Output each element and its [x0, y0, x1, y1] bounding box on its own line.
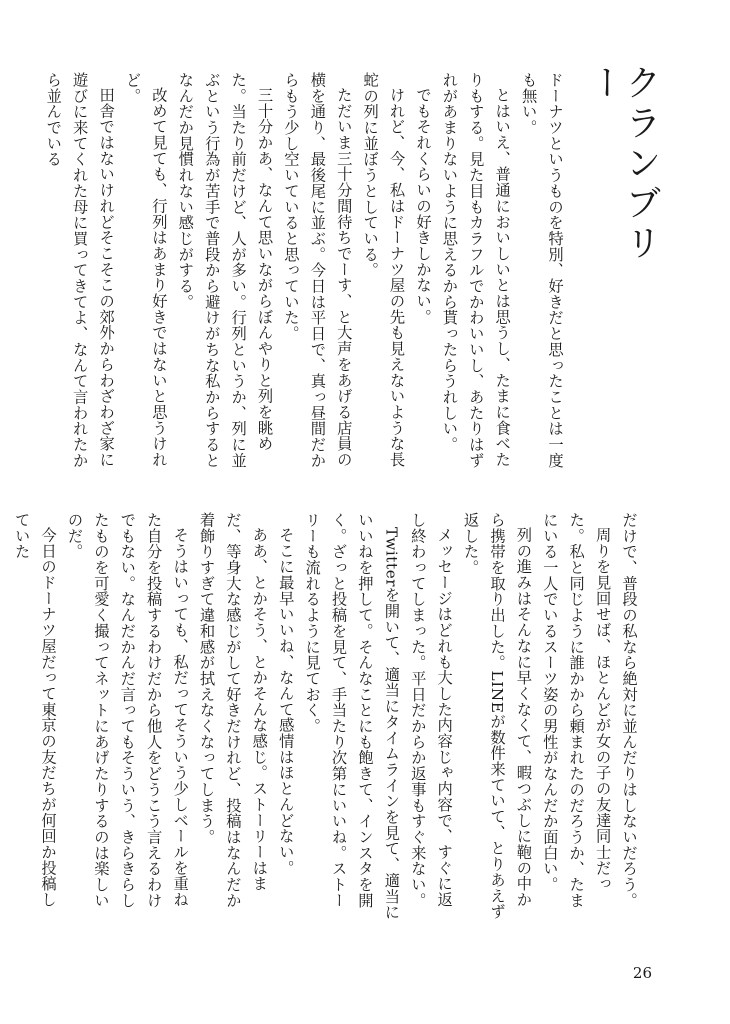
paragraph: ただいま三十分間待ちでーす、と大声をあげる店員の横を通り、最後尾に並ぶ。今日は平日で、真っ昼間だからもう少し空いていると思っていた。	[281, 72, 353, 469]
chapter-title: クランブリー	[584, 64, 661, 264]
paragraph: けれど、今、私はドーナツ屋の先も見えないような長蛇の列に並ぼうとしている。	[361, 72, 406, 468]
paragraph: 周りを見回せば、ほとんどが女の子の友達同士だった。私と同じように誰かから頼まれたのだろうか、たまにいる一人でいるスーツ姿の男性がなんだか面白い。	[540, 512, 612, 909]
paragraph: ドーナツというものを特別、好きだと思ったことは一度も無い。	[519, 72, 564, 469]
paragraph: そこに最早いいね、なんて感情はほとんどない。	[276, 527, 295, 876]
paragraph: 列の進みはそんなに早くなくて、暇つぶしに鞄の中から携帯を取り出した。LINEが数件来ていて、とりあえず返した。	[461, 512, 533, 920]
page-number: 26	[632, 964, 652, 982]
text-block-top	[44, 72, 568, 482]
paragraph: そうはいっても、私だってそういう少しベールを重ねた自分を投稿するわけだから他人をどうこう言えるわけでもない。なんだかんだ言ってもそういう、きらきらしたものを可愛く撮ってネットにあげたりするのは楽しいのだ。	[65, 512, 190, 909]
paragraph: ああ、とかそう、とかそんな感じ。ストーリーはまだ、等身大な感じがして好きだけれど、投稿はなんだか着飾りすぎて違和感が拭えなくなってしまう。	[197, 512, 269, 909]
paragraph: だけで、普段の私なら絶対に並んだりはしないだろう。	[620, 512, 638, 909]
paragraph: メッセージはどれも大した内容じゃ内容で、すぐに返し終わってしまった。平日だからか返事もすぐ来ない。	[408, 512, 454, 909]
paragraph: とはいえ、普通においしいとは思うし、たまに食べたりもする。見た目もカラフルでかわいいし、あたりはずれがあまりないように思えるから貰ったらうれしい。	[440, 72, 512, 469]
paragraph: でもそれくらいの好きしかない。	[413, 87, 432, 326]
paragraph: 改めて見ても、行列はあまり好きではないと思うけれど。	[123, 72, 168, 468]
paragraph: 三十分かあ、なんて思いながらぼんやりと列を眺めた。当たり前だけど、人が多い。行列というか、列に並ぶという行為が苦手で普段から避けがちな私からするとなんだか見慣れない感じがする。	[176, 72, 274, 469]
text-block-bottom	[12, 512, 642, 922]
paragraph: 今日のドーナツ屋だって東京の友だちが何回か投稿していた	[12, 512, 58, 908]
paragraph: 田舎ではないけれどそこそこの郊外からわざわざ家に遊びに来てくれた母に買ってきてよ、なんて言われたから並んでいる	[44, 72, 116, 469]
paragraph: Twitterを開いて、適当にタイムラインを見て、適当にいいねを押して。そんなことにも飽きて、インスタを開く。ざっと投稿を見て、手当たり次第にいいね。ストーリーも流れるように見ておく。	[303, 512, 401, 921]
